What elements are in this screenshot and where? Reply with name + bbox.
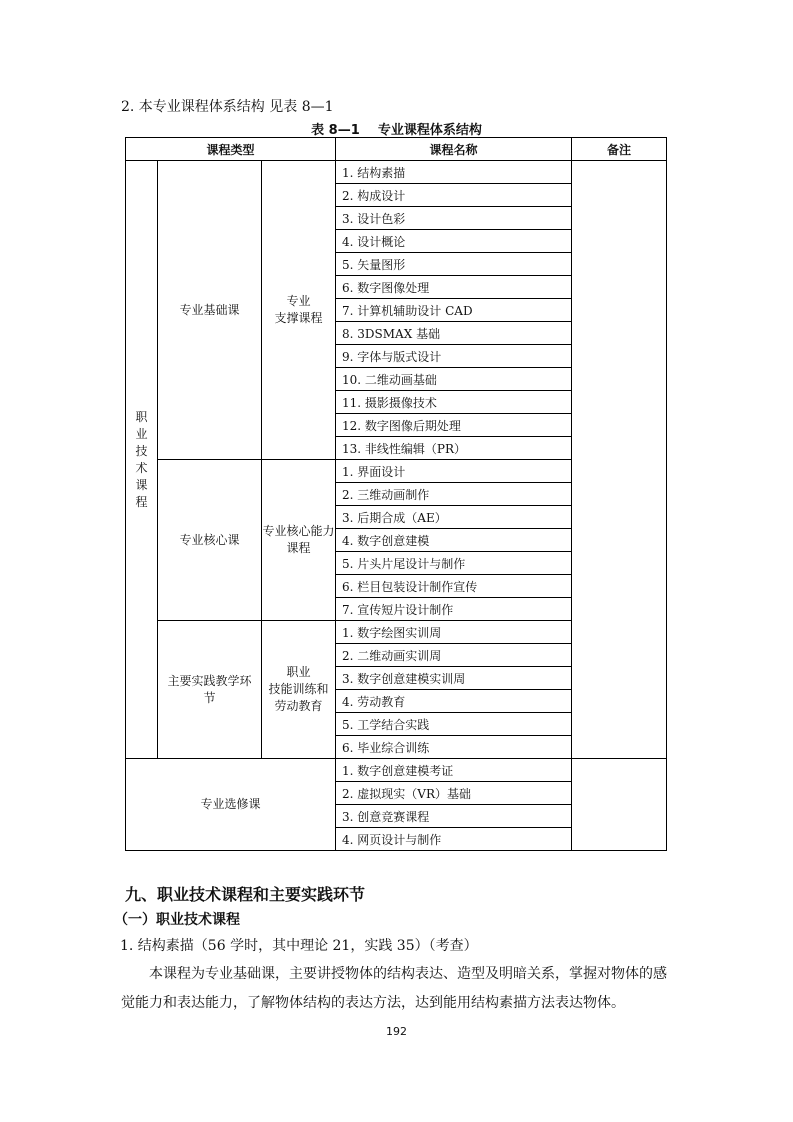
course-name-cell: 7. 计算机辅助设计 CAD — [336, 299, 572, 322]
elective-note-cell — [572, 759, 667, 851]
subcategory-cell: 职业 技能训练和 劳动教育 — [262, 621, 336, 759]
course-name-cell: 8. 3DSMAX 基础 — [336, 322, 572, 345]
category-cell: 专业核心课 — [158, 460, 262, 621]
course-item-title: 1. 结构素描（56 学时，其中理论 21，实践 35）（考查） — [120, 938, 478, 954]
course-name-cell: 1. 结构素描 — [336, 161, 572, 184]
vocational-category-cell — [126, 161, 158, 759]
course-name-cell: 7. 宣传短片设计制作 — [336, 598, 572, 621]
course-name-cell: 4. 设计概论 — [336, 230, 572, 253]
course-description: 本课程为专业基础课，主要讲授物体的结构表达、造型及明暗关系，掌握对物体的感觉能力和表达能力，了解物体结构的表达方法，达到能用结构素描方法表达物体。 — [121, 966, 667, 1011]
course-name-cell: 2. 虚拟现实（VR）基础 — [336, 782, 572, 805]
subsection-heading: （一）职业技术课程 — [114, 912, 240, 928]
table-row — [126, 759, 667, 782]
table-row — [126, 161, 667, 184]
course-name-cell: 2. 二维动画实训周 — [336, 644, 572, 667]
intro-line: 2. 本专业课程体系结构 见表 8—1 — [121, 99, 334, 115]
course-name-cell: 6. 毕业综合训练 — [336, 736, 572, 759]
table-header-row — [126, 138, 667, 161]
course-name-cell: 3. 设计色彩 — [336, 207, 572, 230]
course-name-cell: 4. 网页设计与制作 — [336, 828, 572, 851]
course-structure-table — [125, 137, 667, 851]
header-course-name: 课程名称 — [336, 138, 572, 161]
course-name-cell: 2. 三维动画制作 — [336, 483, 572, 506]
course-name-cell: 13. 非线性编辑（PR） — [336, 437, 572, 460]
course-name-cell: 3. 后期合成（AE） — [336, 506, 572, 529]
category-cell: 主要实践教学环 节 — [158, 621, 262, 759]
course-name-cell: 6. 数字图像处理 — [336, 276, 572, 299]
course-name-cell: 1. 数字绘图实训周 — [336, 621, 572, 644]
course-name-cell: 2. 构成设计 — [336, 184, 572, 207]
course-name-cell: 5. 矢量图形 — [336, 253, 572, 276]
course-name-cell: 4. 数字创意建模 — [336, 529, 572, 552]
course-name-cell: 1. 界面设计 — [336, 460, 572, 483]
note-cell — [572, 161, 667, 759]
course-name-cell: 5. 片头片尾设计与制作 — [336, 552, 572, 575]
course-name-cell: 5. 工学结合实践 — [336, 713, 572, 736]
course-name-cell: 9. 字体与版式设计 — [336, 345, 572, 368]
table-caption: 表 8—1 专业课程体系结构 — [311, 123, 482, 138]
course-name-cell: 6. 栏目包装设计制作宣传 — [336, 575, 572, 598]
category-cell: 专业基础课 — [158, 161, 262, 460]
elective-category-cell: 专业选修课 — [126, 759, 336, 851]
page-number: 192 — [386, 1025, 407, 1038]
subcategory-cell: 专业核心能力 课程 — [262, 460, 336, 621]
course-name-cell: 11. 摄影摄像技术 — [336, 391, 572, 414]
section-heading: 九、职业技术课程和主要实践环节 — [125, 885, 366, 904]
course-name-cell: 3. 创意竞赛课程 — [336, 805, 572, 828]
course-name-cell: 4. 劳动教育 — [336, 690, 572, 713]
course-name-cell: 3. 数字创意建模实训周 — [336, 667, 572, 690]
vocational-category-label: 职业技术课程 — [135, 409, 148, 509]
header-note: 备注 — [572, 138, 667, 161]
subcategory-cell: 专业 支撑课程 — [262, 161, 336, 460]
header-course-type: 课程类型 — [126, 138, 336, 161]
course-name-cell: 12. 数字图像后期处理 — [336, 414, 572, 437]
course-name-cell: 10. 二维动画基础 — [336, 368, 572, 391]
course-name-cell: 1. 数字创意建模考证 — [336, 759, 572, 782]
